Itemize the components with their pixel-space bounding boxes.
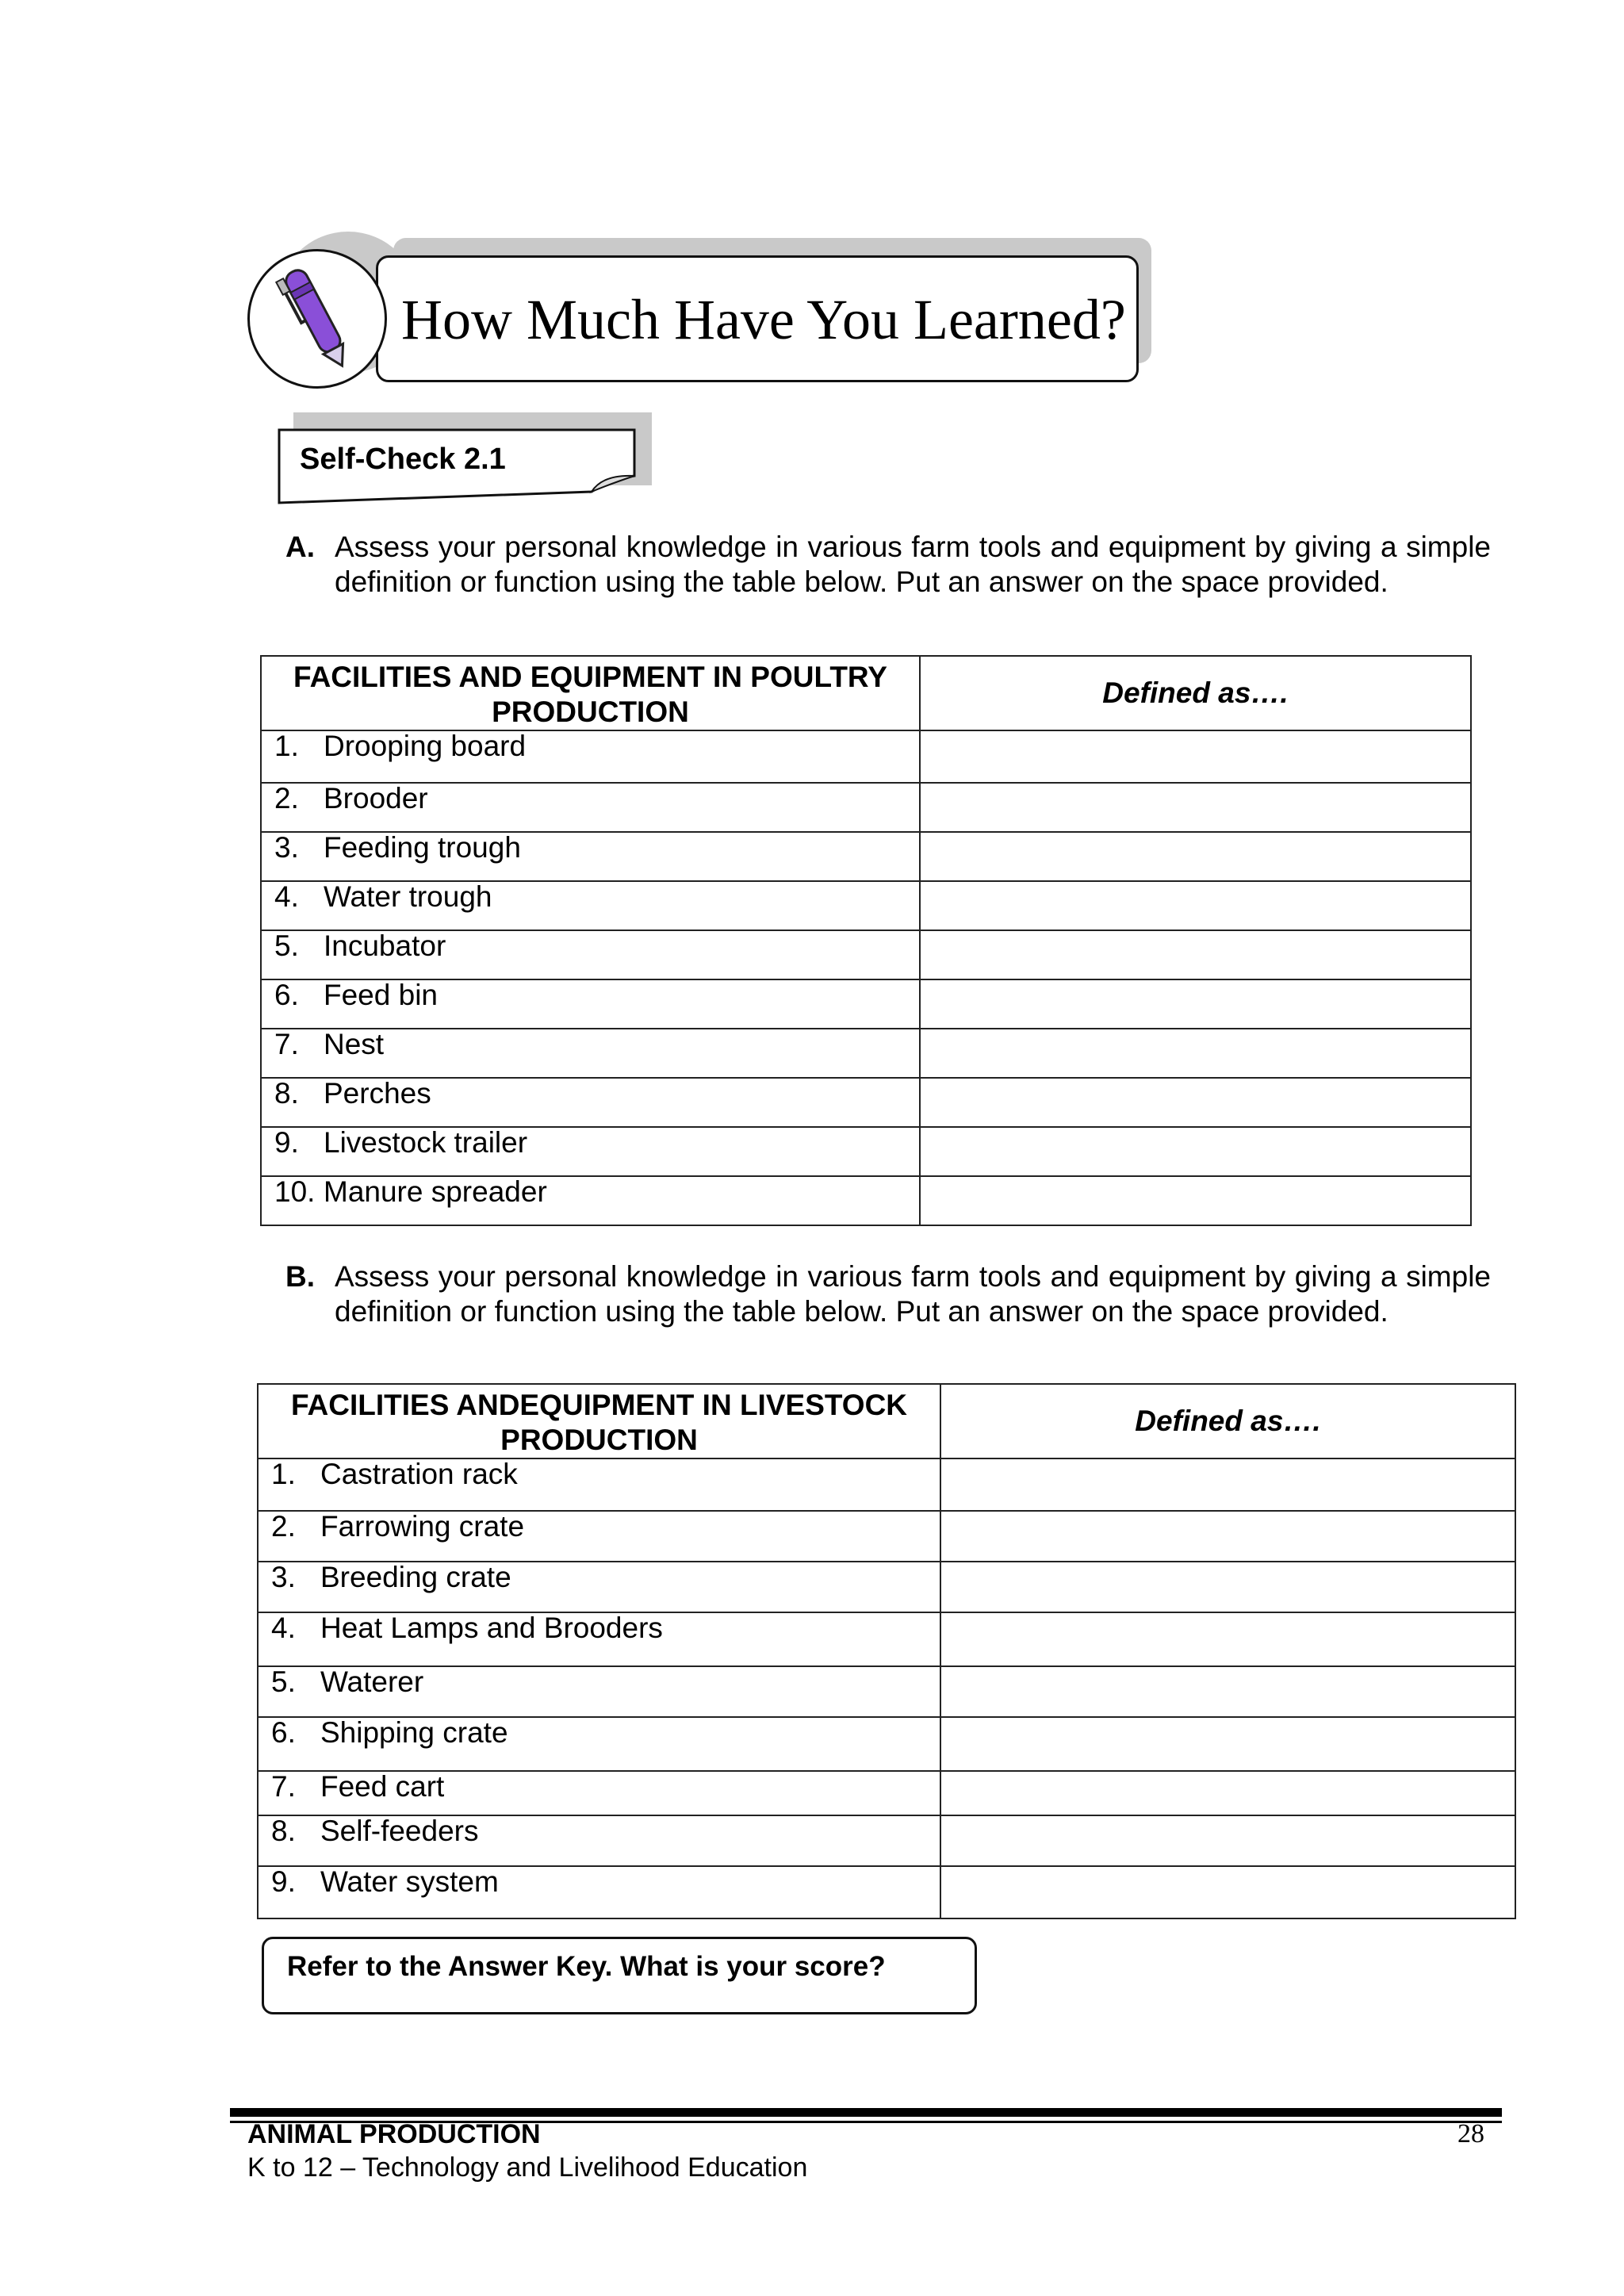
row-number: 9. — [271, 1865, 296, 1898]
row-number: 6. — [271, 1716, 296, 1749]
answer-cell[interactable] — [920, 783, 1471, 832]
table-row — [261, 930, 1471, 979]
row-label: Heat Lamps and Brooders — [320, 1612, 663, 1644]
row-number: 4. — [274, 880, 299, 913]
answer-cell[interactable] — [940, 1612, 1515, 1666]
row-label: Castration rack — [320, 1458, 518, 1490]
table-row — [261, 1176, 1471, 1225]
table-row — [261, 832, 1471, 881]
answer-cell[interactable] — [940, 1458, 1515, 1511]
row-label: Perches — [324, 1077, 431, 1110]
answer-cell[interactable] — [920, 1078, 1471, 1127]
row-label: Manure spreader — [324, 1175, 547, 1208]
row-label: Water system — [320, 1865, 499, 1898]
answer-cell[interactable] — [920, 1029, 1471, 1078]
row-number: 6. — [274, 979, 299, 1011]
column-header-item: FACILITIES ANDEQUIPMENT IN LIVESTOCK PRODUCTION — [258, 1384, 940, 1458]
row-number: 3. — [274, 831, 299, 864]
footer-title: ANIMAL PRODUCTION — [247, 2119, 541, 2149]
answer-cell[interactable] — [940, 1511, 1515, 1562]
section-b-instruction — [285, 1259, 1491, 1329]
row-label: Self-feeders — [320, 1815, 479, 1847]
section-letter: A. — [285, 531, 315, 563]
table-row — [258, 1666, 1515, 1717]
answer-cell[interactable] — [920, 979, 1471, 1029]
table-row — [258, 1511, 1515, 1562]
score-note: Refer to the Answer Key. What is your score? — [287, 1951, 886, 1982]
table-row — [261, 1127, 1471, 1176]
row-label: Feed bin — [324, 979, 438, 1011]
table-row — [261, 783, 1471, 832]
answer-cell[interactable] — [940, 1815, 1515, 1866]
row-number: 5. — [271, 1665, 296, 1698]
row-number: 9. — [274, 1126, 299, 1159]
answer-cell[interactable] — [920, 1176, 1471, 1225]
row-label: Nest — [324, 1028, 385, 1060]
row-number: 2. — [271, 1510, 296, 1543]
row-label: Incubator — [324, 930, 446, 962]
page-title: How Much Have You Learned? — [401, 288, 1126, 351]
row-number: 8. — [274, 1077, 299, 1110]
pen-icon-badge — [247, 249, 387, 389]
answer-cell[interactable] — [920, 730, 1471, 783]
table-row — [258, 1717, 1515, 1771]
table-header-row — [258, 1384, 1515, 1458]
table-row — [261, 881, 1471, 930]
section-a-instruction — [285, 530, 1491, 600]
row-label: Livestock trailer — [324, 1126, 528, 1159]
answer-cell[interactable] — [920, 832, 1471, 881]
row-number: 7. — [271, 1770, 296, 1803]
column-header-item: FACILITIES AND EQUIPMENT IN POULTRY PRODUCTION — [261, 656, 920, 730]
answer-cell[interactable] — [920, 930, 1471, 979]
row-number: 1. — [271, 1458, 296, 1490]
row-label: Feeding trough — [324, 831, 521, 864]
table-row — [258, 1815, 1515, 1866]
pen-icon — [270, 259, 365, 378]
answer-cell[interactable] — [920, 881, 1471, 930]
section-letter: B. — [285, 1260, 315, 1293]
table-row — [258, 1458, 1515, 1511]
table-header-row — [261, 656, 1471, 730]
poultry-equipment-table — [260, 655, 1472, 1226]
row-label: Drooping board — [324, 730, 527, 762]
column-header-definition: Defined as…. — [920, 656, 1471, 730]
table-row — [258, 1771, 1515, 1815]
table-row — [261, 730, 1471, 783]
row-label: Brooder — [324, 782, 428, 815]
row-number: 10. — [274, 1175, 316, 1208]
row-number: 7. — [274, 1028, 299, 1060]
answer-cell[interactable] — [940, 1717, 1515, 1771]
row-number: 3. — [271, 1561, 296, 1593]
table-row — [258, 1612, 1515, 1666]
row-number: 4. — [271, 1612, 296, 1644]
row-number: 8. — [271, 1815, 296, 1847]
table-row — [258, 1562, 1515, 1612]
footer-rule — [230, 2108, 1502, 2117]
table-row — [261, 1029, 1471, 1078]
instruction-text: Assess your personal knowledge in various farm tools and equipment by giving a simple definition or function using the table below. Put an answer on the space provided. — [335, 531, 1491, 598]
column-header-definition: Defined as…. — [940, 1384, 1515, 1458]
row-label: Breeding crate — [320, 1561, 511, 1593]
table-row — [261, 979, 1471, 1029]
row-number: 2. — [274, 782, 299, 815]
answer-cell[interactable] — [940, 1562, 1515, 1612]
table-row — [261, 1078, 1471, 1127]
row-label: Shipping crate — [320, 1716, 508, 1749]
answer-cell[interactable] — [940, 1866, 1515, 1918]
answer-cell[interactable] — [940, 1666, 1515, 1717]
row-label: Water trough — [324, 880, 492, 913]
row-number: 1. — [274, 730, 299, 762]
table-row — [258, 1866, 1515, 1918]
row-number: 5. — [274, 930, 299, 962]
instruction-text: Assess your personal knowledge in various farm tools and equipment by giving a simple definition or function using the table below. Put an answer on the space provided. — [335, 1260, 1491, 1328]
page-number: 28 — [1457, 2119, 1484, 2148]
row-label: Feed cart — [320, 1770, 445, 1803]
row-label: Farrowing crate — [320, 1510, 525, 1543]
self-check-label: Self-Check 2.1 — [300, 443, 506, 476]
answer-cell[interactable] — [920, 1127, 1471, 1176]
livestock-equipment-table — [257, 1383, 1516, 1919]
row-label: Waterer — [320, 1665, 424, 1698]
answer-cell[interactable] — [940, 1771, 1515, 1815]
footer-subtitle: K to 12 – Technology and Livelihood Education — [247, 2152, 808, 2183]
